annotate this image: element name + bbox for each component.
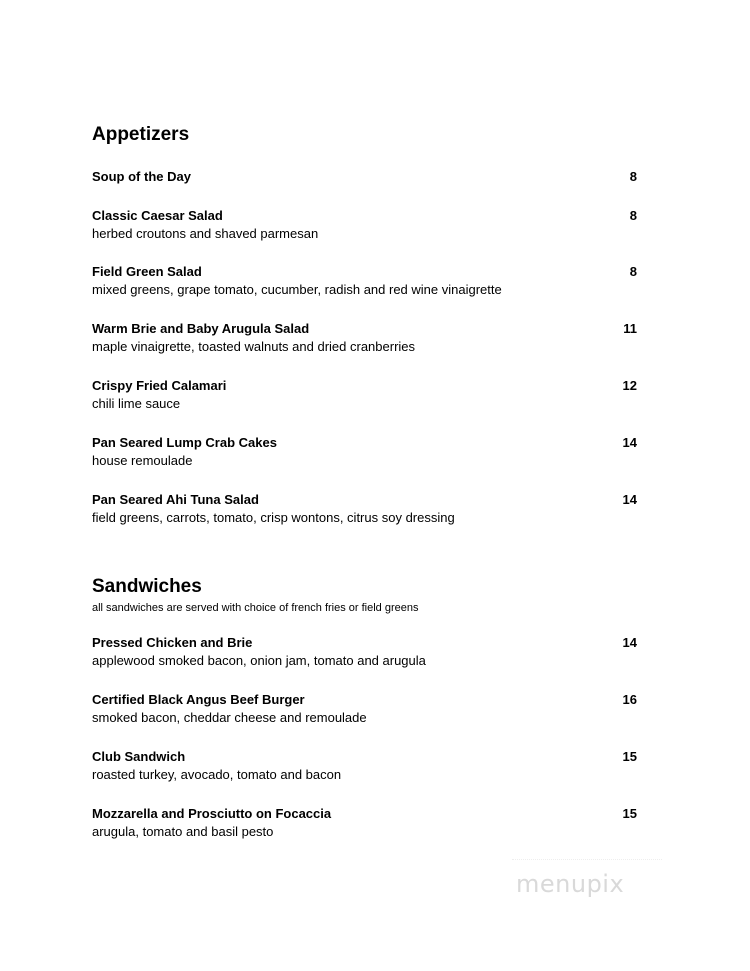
item-price: 16	[622, 692, 637, 707]
item-description: field greens, carrots, tomato, crisp wontons, citrus soy dressing	[92, 510, 455, 525]
item-description: roasted turkey, avocado, tomato and bacon	[92, 767, 342, 782]
item-name: Warm Brie and Baby Arugula Salad	[92, 321, 310, 336]
item-name: Crispy Fried Calamari	[92, 378, 227, 393]
sandwiches-section	[92, 576, 652, 615]
item-price: 12	[622, 378, 637, 393]
item-description: house remoulade	[92, 453, 193, 468]
item-name: Club Sandwich	[92, 749, 186, 764]
appetizers-title: Appetizers	[92, 124, 190, 145]
item-name: Pan Seared Lump Crab Cakes	[92, 435, 277, 450]
item-price: 14	[622, 492, 637, 507]
item-price: 14	[622, 435, 637, 450]
menu-item	[92, 491, 637, 527]
item-price: 15	[622, 749, 637, 764]
item-name: Field Green Salad	[92, 264, 202, 279]
item-description: maple vinaigrette, toasted walnuts and dried cranberries	[92, 339, 416, 354]
sandwiches-note: all sandwiches are served with choice of french fries or field greens	[92, 602, 419, 614]
sandwiches-title: Sandwiches	[92, 576, 202, 597]
watermark-divider	[512, 859, 662, 860]
item-name: Certified Black Angus Beef Burger	[92, 692, 305, 707]
item-price: 14	[622, 635, 637, 650]
item-description: herbed croutons and shaved parmesan	[92, 226, 319, 241]
item-description: chili lime sauce	[92, 396, 181, 411]
item-price: 8	[629, 264, 637, 279]
item-name: Pan Seared Ahi Tuna Salad	[92, 492, 259, 507]
item-price: 15	[622, 806, 637, 821]
menu-item	[92, 691, 637, 727]
menu-item	[92, 207, 637, 243]
item-name: Classic Caesar Salad	[92, 208, 223, 223]
menu-item	[92, 805, 637, 841]
item-description: applewood smoked bacon, onion jam, tomato and arugula	[92, 653, 426, 668]
item-description: mixed greens, grape tomato, cucumber, radish and red wine vinaigrette	[92, 282, 502, 297]
item-name: Mozzarella and Prosciutto on Focaccia	[92, 806, 332, 821]
menupix-watermark: menupix	[516, 870, 625, 898]
menu-item	[92, 263, 637, 299]
menu-item	[92, 634, 637, 670]
appetizers-section	[92, 124, 652, 146]
item-price: 11	[623, 321, 637, 336]
item-description: smoked bacon, cheddar cheese and remoulade	[92, 710, 367, 725]
item-name: Pressed Chicken and Brie	[92, 635, 253, 650]
menu-item	[92, 748, 637, 784]
menu-item	[92, 377, 637, 413]
item-price: 8	[629, 208, 637, 223]
menu-item	[92, 320, 637, 356]
item-name: Soup of the Day	[92, 169, 191, 184]
item-price: 8	[629, 169, 637, 184]
menu-item	[92, 168, 637, 186]
item-description: arugula, tomato and basil pesto	[92, 824, 274, 839]
menu-item	[92, 434, 637, 470]
